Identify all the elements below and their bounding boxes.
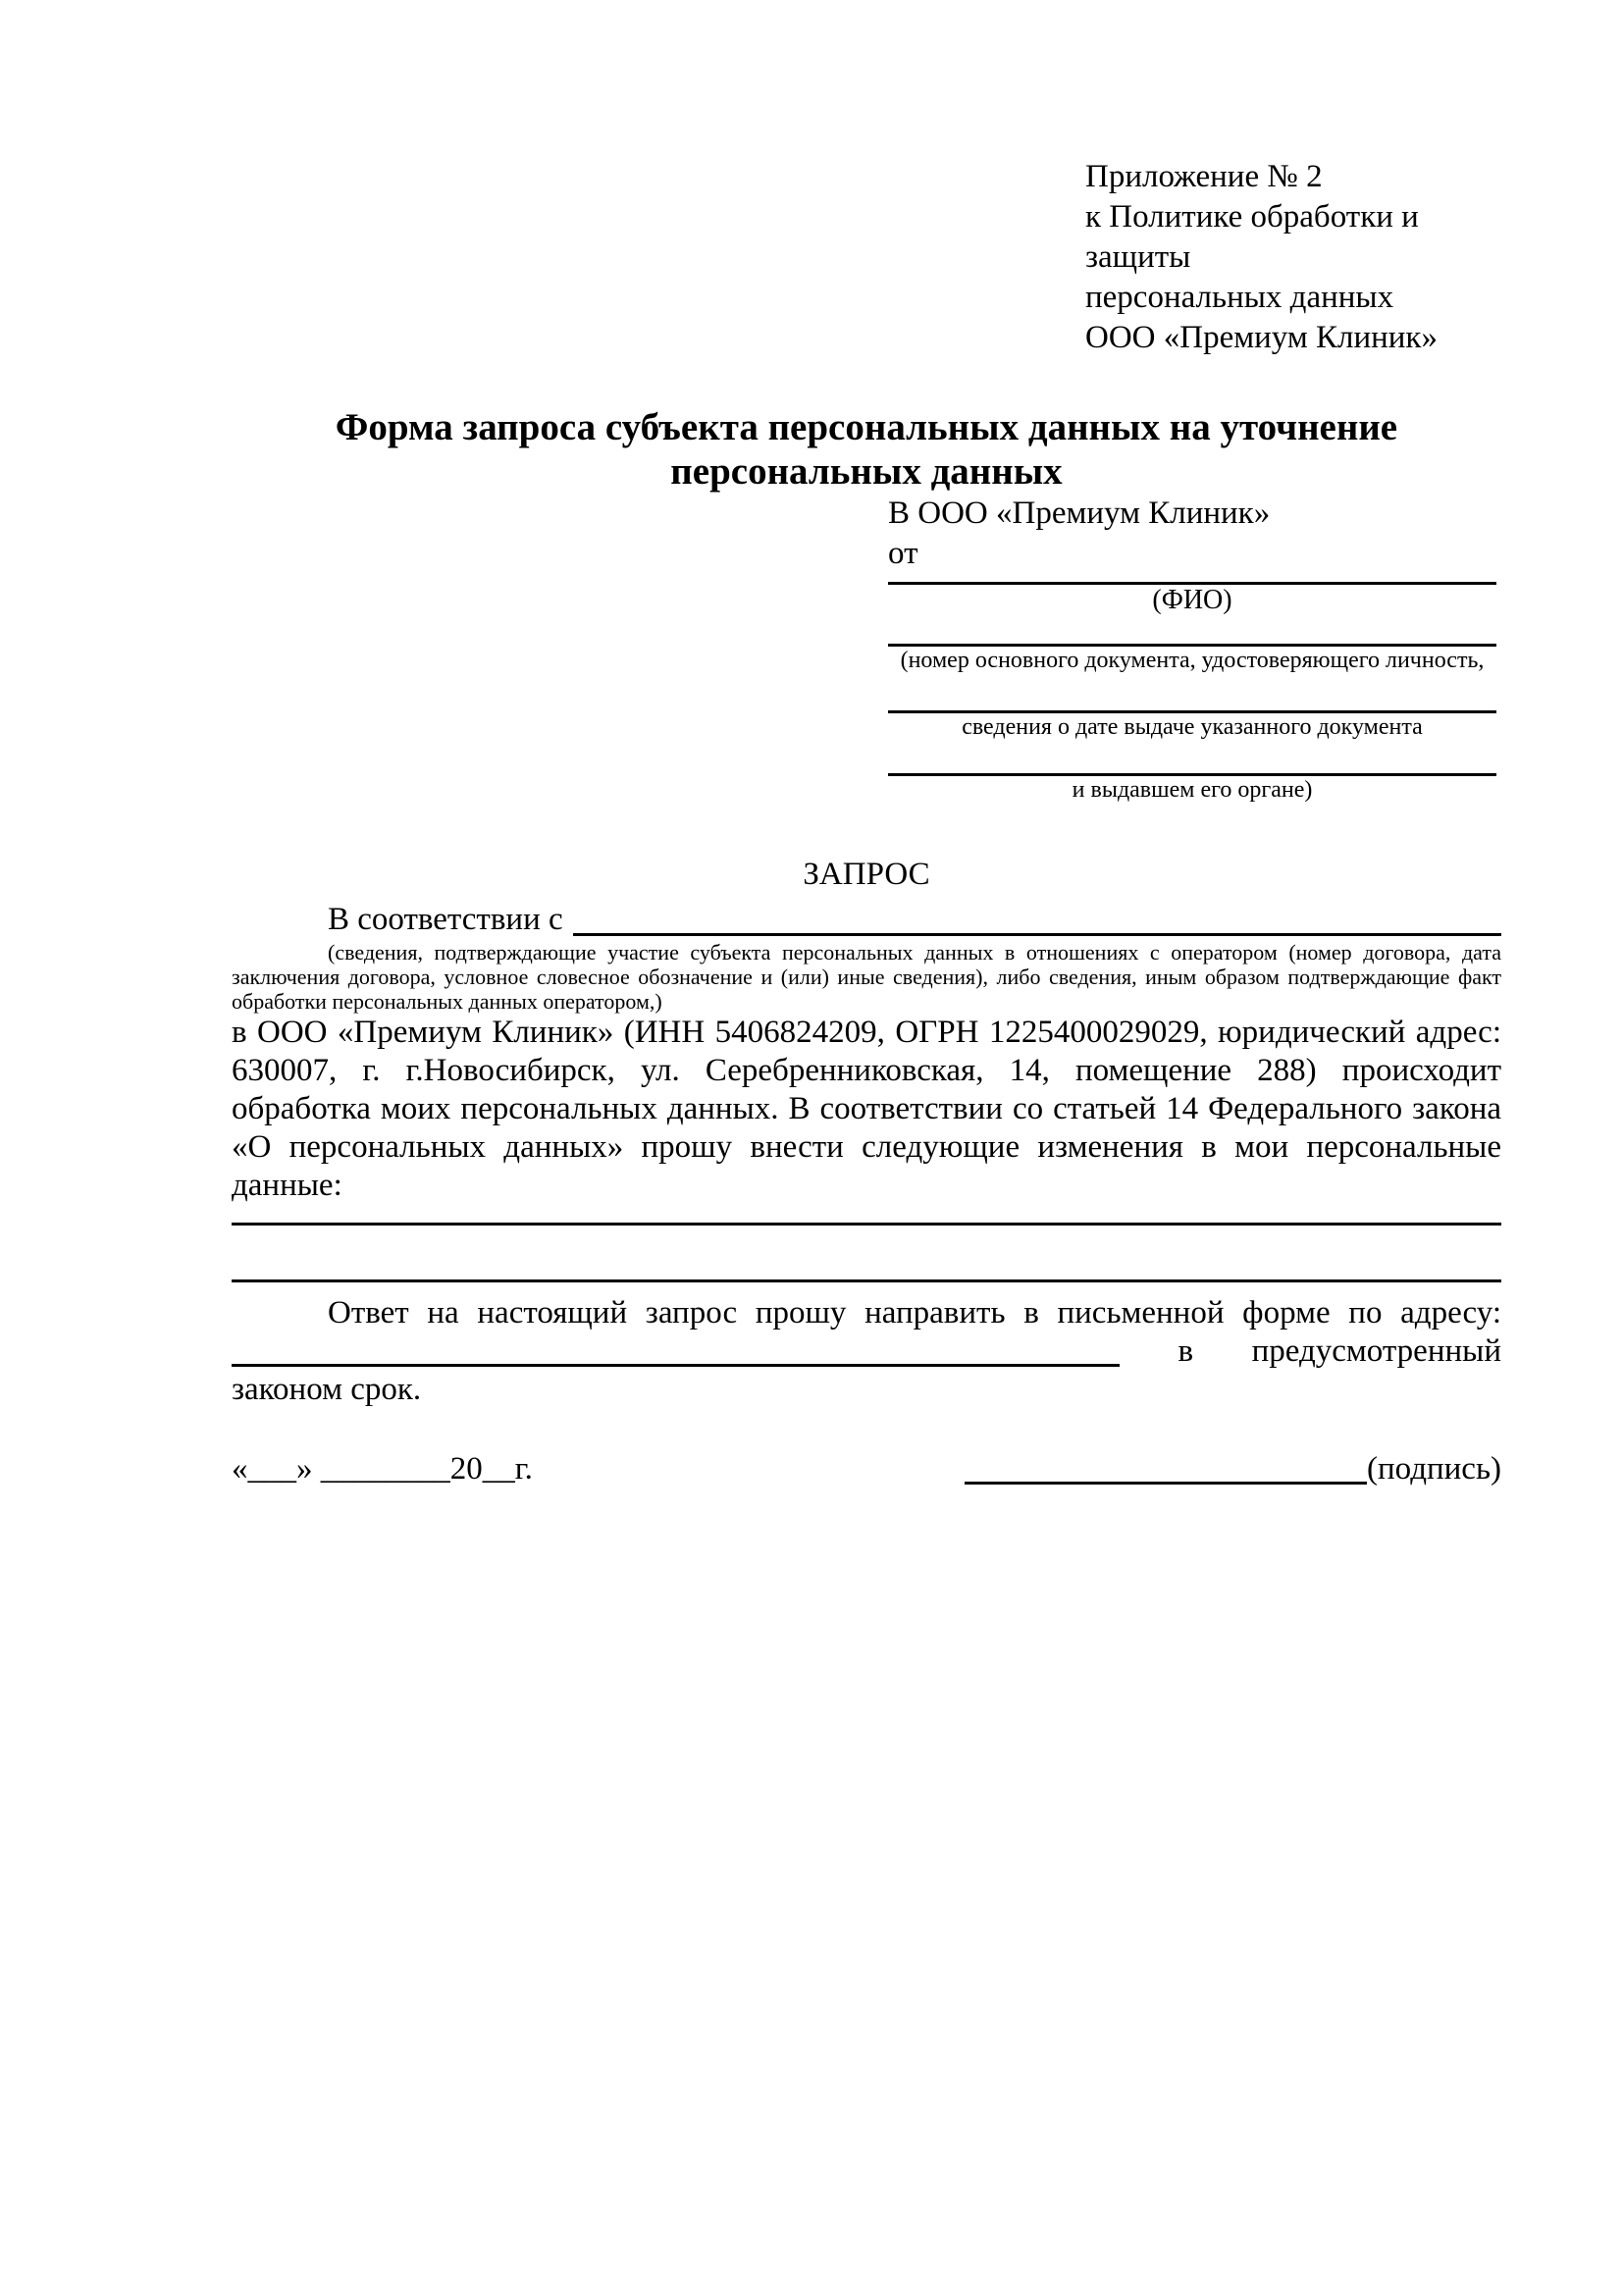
request-body: в ООО «Премиум Клиник» (ИНН 5406824209, ОГРН 1225400029029, юридический адрес: 630007, г. г.Новосибирск, ул. Серебренниковская, 14, помещение 288) происходит обработка моих персональных данных. В соответствии со статьей 14 Федерального закона «О персональных данных» прошу внести следующие изменения в мои персональные данные: (232, 1015, 1501, 1203)
request-heading: ЗАПРОС (803, 857, 930, 892)
issuer-caption: и выдавшем его органе) (1072, 777, 1313, 803)
changes-fill-line-1 (232, 1223, 1501, 1226)
addressee-block (888, 494, 1496, 804)
issue-date-caption: сведения о дате выдаче указанного документа (962, 714, 1423, 740)
signature-block (965, 1450, 1501, 1488)
address-fill-line (232, 1364, 1120, 1367)
fio-caption: (ФИО) (1152, 585, 1232, 615)
appendix-line: Приложение № 2 (1085, 159, 1323, 194)
appendix-line: ООО «Премиум Клиник» (1085, 320, 1438, 355)
changes-fill-line-2 (232, 1279, 1501, 1282)
basis-row (232, 900, 1501, 940)
appendix-line: персональных данных (1085, 280, 1394, 315)
basis-footnote: (сведения, подтверждающие участие субъекта персональных данных в отношениях с оператором (номер договора, дата заключения договора, условное словесное обозначение и (или) иные сведения), либо сведения, иным образом подтверждающие факт обработки персональных данных оператором,) (232, 940, 1501, 1014)
signature-row (232, 1450, 1501, 1488)
basis-fill-line (573, 900, 1501, 936)
date-blank: «___» ________20__г. (232, 1451, 533, 1487)
doc-number-caption: (номер основного документа, удостоверяющего личность, (900, 648, 1485, 673)
basis-lead-text: В соответствии с (328, 902, 563, 937)
signature-caption: (подпись) (1367, 1451, 1501, 1487)
reply-word-predusmotrennyj: предусмотренный (1251, 1333, 1501, 1369)
document-title-line: персональных данных (670, 450, 1063, 493)
signature-fill-line (965, 1482, 1367, 1485)
reply-word-v: в (1178, 1333, 1194, 1369)
addressee-org: В ООО «Премиум Клиник» (888, 496, 1271, 531)
addressee-from-label: от (888, 536, 918, 571)
reply-sentence-last: законом срок. (232, 1372, 422, 1407)
reply-sentence-middle (232, 1332, 1501, 1371)
appendix-line: к Политике обработки и защиты (1085, 199, 1419, 275)
document-title-line: Форма запроса субъекта персональных данных на уточнение (335, 406, 1398, 448)
appendix-header (1085, 157, 1501, 358)
reply-sentence-first: Ответ на настоящий запрос прошу направить в письменной форме по адресу: (328, 1295, 1501, 1331)
document-title (232, 405, 1501, 494)
